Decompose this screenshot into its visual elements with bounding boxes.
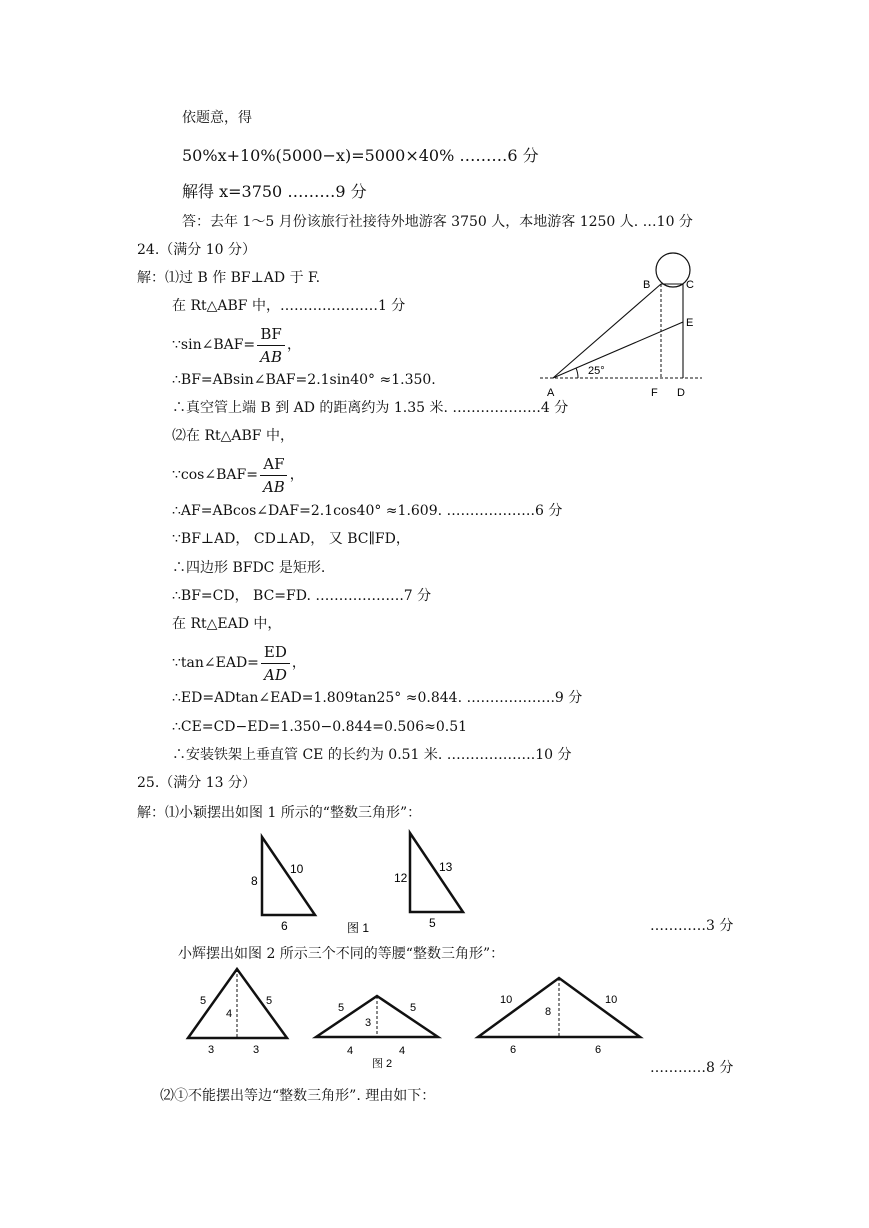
base-label: 4	[347, 1045, 354, 1057]
label-E: E	[686, 317, 694, 329]
text-line: ∴真空管上端 B 到 AD 的距离约为 1.35 米. ……………….4 分	[172, 400, 569, 416]
side-label: 10	[500, 994, 513, 1006]
text-line: ∴BF=CD， BC=FD. ……………….7 分	[172, 588, 432, 604]
figure-caption: 图 2	[372, 1058, 393, 1070]
side-label: 5	[410, 1002, 417, 1014]
label-F: F	[651, 387, 658, 399]
triangle-6-8-10	[262, 837, 315, 915]
label-C: C	[686, 279, 694, 291]
text-line: ⑵在 Rt△ABF 中，	[172, 428, 294, 444]
formula-tail: ，	[291, 655, 306, 671]
problem-24-heading: 24.（满分 10 分）	[137, 242, 256, 258]
cos-formula	[172, 450, 304, 500]
score-note: …………8 分	[650, 1060, 734, 1076]
figure-2	[180, 962, 650, 1072]
text-line: 解：⑴过 B 作 BF⊥AD 于 F.	[137, 270, 321, 286]
base-label: 6	[595, 1044, 602, 1056]
formula-lead: ∵cos∠BAF=	[172, 467, 258, 483]
fraction-numerator: ED	[261, 641, 290, 664]
text-line: ⑵①不能摆出等边“整数三角形”. 理由如下：	[160, 1088, 436, 1104]
figure-caption: 图 1	[347, 921, 370, 935]
solution-line: 解得 x=3750 ………9 分	[182, 182, 367, 201]
figure-1	[240, 825, 500, 940]
side-label: 8	[251, 874, 258, 888]
side-label: 12	[394, 871, 408, 885]
label-angle: 25°	[588, 365, 605, 377]
text-line: 在 Rt△ABF 中，…………………1 分	[172, 298, 406, 314]
height-label: 4	[226, 1008, 233, 1020]
formula-tail: ，	[287, 337, 302, 353]
solar-heater-diagram	[530, 250, 710, 400]
text-line: ∴ED=ADtan∠EAD=1.809tan25° ≈0.844. ……………….9 分	[172, 690, 583, 706]
text-line: 解：⑴小颖摆出如图 1 所示的“整数三角形”：	[137, 805, 422, 821]
text-line: ∴CE=CD−ED=1.350−0.844=0.506≈0.51	[172, 719, 468, 735]
side-label: 5	[338, 1002, 345, 1014]
side-label: 13	[439, 860, 453, 874]
score-note: …………3 分	[650, 918, 734, 934]
side-label: 5	[266, 995, 273, 1007]
side-label: 10	[605, 994, 618, 1006]
height-label: 8	[545, 1006, 552, 1018]
text-line: 小辉摆出如图 2 所示三个不同的等腰“整数三角形”：	[178, 946, 505, 962]
equation: 50%x+10%(5000−x)=5000×40% ………6 分	[182, 146, 539, 165]
triangle-5-12-13	[410, 833, 463, 912]
text-line: ∵BF⊥AD， CD⊥AD， 又 BC∥FD，	[172, 531, 410, 547]
text-line: 依题意，得	[182, 110, 252, 126]
water-tank-circle	[656, 253, 690, 287]
base-label: 6	[510, 1044, 517, 1056]
base-label: 3	[208, 1044, 215, 1056]
formula-tail: ，	[289, 467, 304, 483]
height-label: 3	[365, 1017, 372, 1029]
side-label: 5	[429, 916, 436, 930]
label-D: D	[677, 387, 685, 399]
text-line: 在 Rt△EAD 中，	[172, 616, 282, 632]
side-label: 5	[200, 995, 207, 1007]
base-label: 4	[399, 1045, 406, 1057]
problem-25-heading: 25.（满分 13 分）	[137, 775, 256, 791]
text-line: ∴AF=ABcos∠DAF=2.1cos40° ≈1.609. ……………….6 分	[172, 503, 563, 519]
fraction-denominator: AB	[260, 347, 283, 366]
angle-arc	[576, 368, 578, 378]
tube-AB	[553, 284, 661, 378]
base-label: 3	[253, 1044, 260, 1056]
label-A: A	[547, 387, 555, 399]
fraction-numerator: AF	[260, 453, 287, 476]
fraction	[261, 641, 290, 686]
formula-lead: ∵tan∠EAD=	[172, 655, 259, 671]
label-B: B	[643, 279, 651, 291]
answer-line: 答：去年 1～5 月份该旅行社接待外地游客 3750 人，本地游客 1250 人. …10 分	[182, 214, 693, 230]
formula-lead: ∵sin∠BAF=	[172, 337, 256, 353]
text-line: ∴BF=ABsin∠BAF=2.1sin40° ≈1.350.	[172, 372, 436, 388]
fraction	[257, 323, 285, 368]
side-label: 10	[290, 862, 304, 876]
fraction-denominator: AB	[262, 477, 285, 496]
side-label: 6	[281, 919, 288, 933]
tan-formula	[172, 638, 306, 688]
fraction-denominator: AD	[263, 665, 287, 684]
fraction	[260, 453, 288, 498]
text-line: ∴四边形 BFDC 是矩形.	[172, 560, 326, 576]
sin-formula	[172, 320, 301, 370]
segment-AE	[553, 322, 683, 378]
fraction-numerator: BF	[257, 323, 284, 346]
text-line: ∴安装铁架上垂直管 CE 的长约为 0.51 米. ……………….10 分	[172, 747, 572, 763]
